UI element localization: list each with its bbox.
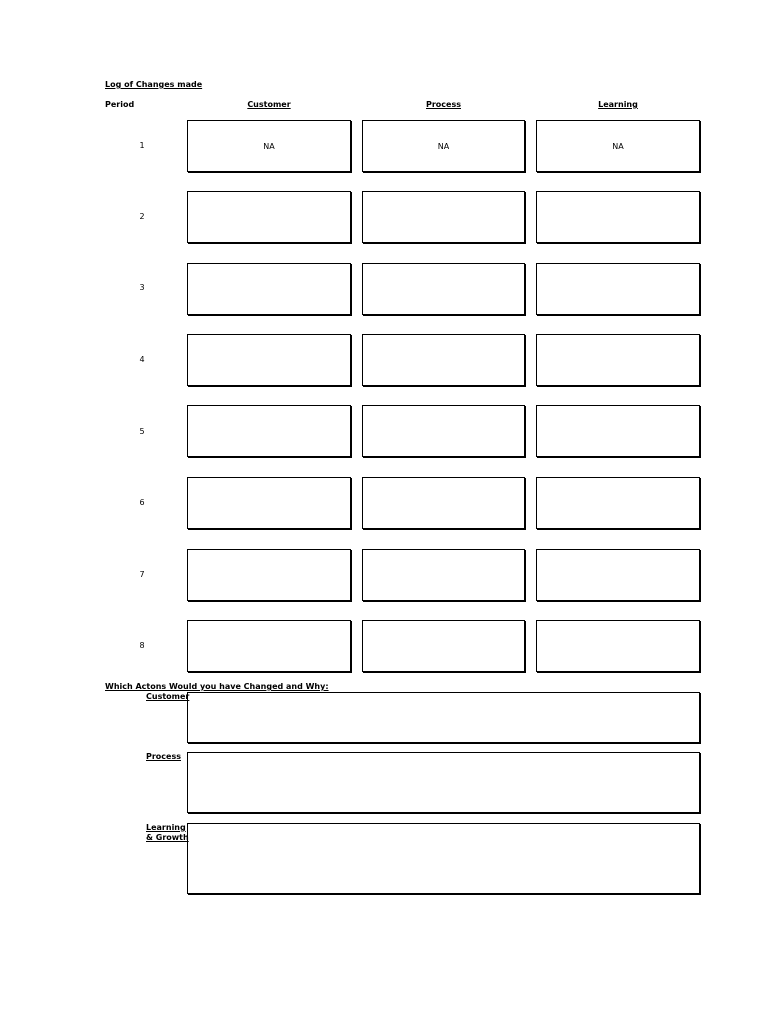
customer-cell[interactable] <box>187 620 351 672</box>
process-reflection-field[interactable] <box>187 752 700 813</box>
customer-reflection-field[interactable] <box>187 692 700 743</box>
learning-cell[interactable] <box>536 549 700 601</box>
learning-cell[interactable] <box>536 620 700 672</box>
process-reflection-label: Process <box>146 752 181 761</box>
learning-cell[interactable] <box>536 477 700 529</box>
page-title: Log of Changes made <box>105 80 203 89</box>
period-number: 4 <box>139 355 145 364</box>
process-cell[interactable]: NA <box>362 120 525 172</box>
customer-cell[interactable] <box>187 405 351 457</box>
process-cell[interactable] <box>362 477 525 529</box>
customer-cell[interactable] <box>187 334 351 386</box>
learning-reflection-label-line1: Learning <box>146 823 186 832</box>
header-learning: Learning <box>598 100 638 109</box>
period-number: 6 <box>139 498 145 507</box>
process-cell[interactable] <box>362 334 525 386</box>
process-cell[interactable] <box>362 549 525 601</box>
learning-cell[interactable] <box>536 263 700 315</box>
reflection-heading: Which Actons Would you have Changed and Why: <box>105 682 329 691</box>
header-customer: Customer <box>247 100 291 109</box>
customer-cell[interactable] <box>187 263 351 315</box>
customer-cell[interactable] <box>187 549 351 601</box>
period-number: 3 <box>139 283 145 292</box>
customer-cell[interactable] <box>187 477 351 529</box>
period-number: 2 <box>139 212 145 221</box>
header-process: Process <box>426 100 461 109</box>
learning-reflection-label-line2: & Growth <box>146 833 189 842</box>
process-cell[interactable] <box>362 620 525 672</box>
process-cell[interactable] <box>362 263 525 315</box>
learning-cell[interactable] <box>536 405 700 457</box>
learning-reflection-field[interactable] <box>187 823 700 894</box>
process-cell[interactable] <box>362 191 525 243</box>
learning-cell[interactable]: NA <box>536 120 700 172</box>
learning-cell[interactable] <box>536 191 700 243</box>
customer-cell[interactable] <box>187 191 351 243</box>
period-number: 7 <box>139 570 145 579</box>
period-number: 5 <box>139 427 145 436</box>
learning-cell[interactable] <box>536 334 700 386</box>
process-cell[interactable] <box>362 405 525 457</box>
period-number: 1 <box>139 141 145 150</box>
customer-cell[interactable]: NA <box>187 120 351 172</box>
customer-reflection-label: Customer <box>146 692 190 701</box>
period-number: 8 <box>139 641 145 650</box>
header-period: Period <box>105 100 135 109</box>
